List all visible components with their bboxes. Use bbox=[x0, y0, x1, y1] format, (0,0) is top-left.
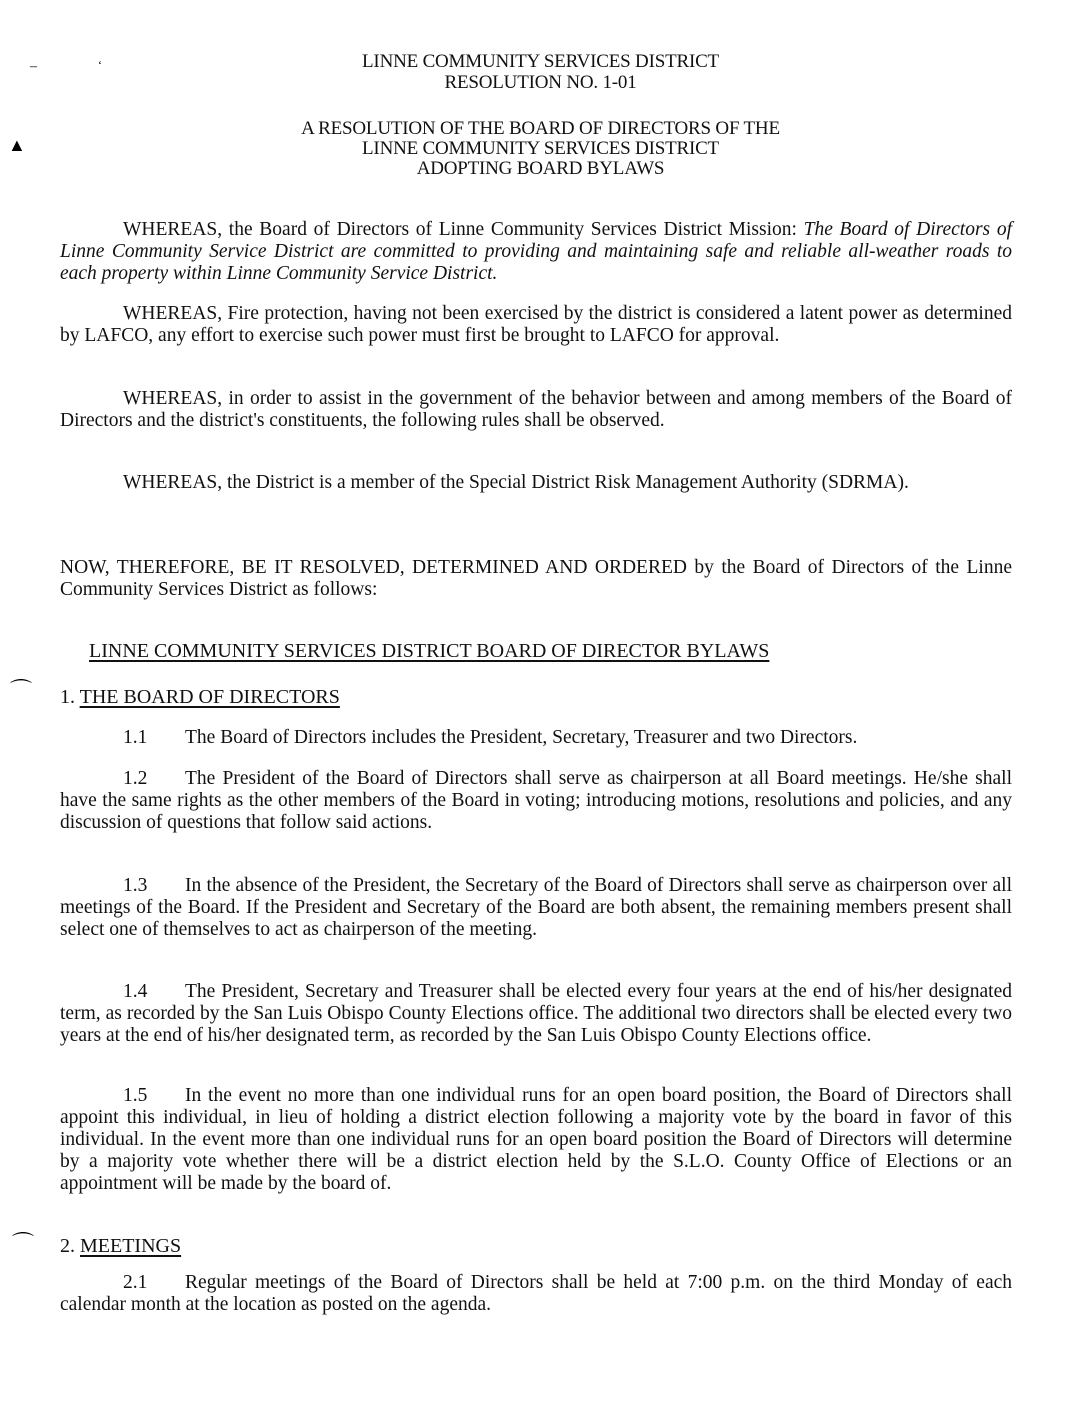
clause-text: The Board of Directors includes the President, Secretary, Treasurer and two Directors. bbox=[185, 727, 858, 748]
whereas-text: WHEREAS, Fire protection, having not been exercised by the district is considered a latent power as determined by LAFCO, any effort to exercise such power must first be brought to LAFCO for approval. bbox=[60, 303, 1012, 346]
clause-1-5 bbox=[60, 1085, 1012, 1195]
clause-text: Regular meetings of the Board of Directors shall be held at 7:00 p.m. on the third Monday of each calendar month at the location as posted on the agenda. bbox=[60, 1272, 1012, 1315]
whereas-paragraph-rules bbox=[60, 388, 1012, 432]
whereas-paragraph-sdrma bbox=[60, 472, 1012, 494]
whereas-paragraph-fire-protection bbox=[60, 303, 1012, 347]
scan-artifact-mark: ‘ bbox=[98, 58, 102, 72]
hole-punch-mark: ⌒ bbox=[12, 1231, 35, 1256]
whereas-paragraph-mission bbox=[60, 219, 1012, 285]
clause-number: 2.1 bbox=[123, 1272, 148, 1293]
whereas-text: WHEREAS, the Board of Directors of Linne Community Services District Mission: bbox=[123, 219, 804, 240]
resolution-title-line-1: A RESOLUTION OF THE BOARD OF DIRECTORS OF THE bbox=[301, 118, 780, 139]
clause-number: 1.1 bbox=[123, 727, 148, 748]
clause-1-3 bbox=[60, 875, 1012, 941]
district-name: LINNE COMMUNITY SERVICES DISTRICT bbox=[362, 51, 719, 72]
scan-artifact-mark: – bbox=[30, 59, 37, 74]
clause-1-4 bbox=[60, 981, 1012, 1047]
clause-1-2 bbox=[60, 768, 1012, 834]
section-heading-board-of-directors bbox=[60, 686, 340, 708]
section-title: MEETINGS bbox=[80, 1235, 182, 1257]
clause-text: In the absence of the President, the Secretary of the Board of Directors shall serve as chairperson over all meetings of the Board. If the President and Secretary of the Board are both absent, the remaining members present shall select one of themselves to act as chairperson of the meeting. bbox=[60, 875, 1012, 940]
clause-2-1 bbox=[60, 1272, 1012, 1316]
resolution-title-line-3: ADOPTING BOARD BYLAWS bbox=[416, 158, 665, 179]
clause-text: The President of the Board of Directors shall serve as chairperson at all Board meetings. He/she shall have the same rights as the other members of the Board in voting; introducing motions, resolutions and policies, and any discussion of questions that follow said actions. bbox=[60, 768, 1012, 833]
clause-number: 1.2 bbox=[123, 768, 148, 789]
resolved-paragraph: NOW, THEREFORE, BE IT RESOLVED, DETERMINED AND ORDERED by the Board of Directors of the Linne Community Services District as follows: bbox=[60, 557, 1012, 600]
whereas-text: WHEREAS, in order to assist in the government of the behavior between and among members of the Board of Directors and the district's constituents, the following rules shall be observed. bbox=[60, 388, 1012, 431]
resolution-number: RESOLUTION NO. 1-01 bbox=[444, 72, 637, 93]
hole-punch-mark: ⌒ bbox=[10, 678, 33, 703]
bylaws-title-text: LINNE COMMUNITY SERVICES DISTRICT BOARD OF DIRECTOR BYLAWS bbox=[89, 640, 770, 662]
clause-number: 1.4 bbox=[123, 981, 148, 1002]
clause-number: 1.3 bbox=[123, 875, 148, 896]
clause-text: In the event no more than one individual runs for an open board position, the Board of Directors shall appoint this individual, in lieu of holding a district election following a majority vote by the board in favor of this individual. In the event more than one individual runs for an open board position the Board of Directors will determine by a majority vote whether there will be a district election held by the S.L.O. County Office of Elections or an appointment will be made by the board of. bbox=[60, 1085, 1012, 1194]
section-number: 2. bbox=[60, 1235, 75, 1257]
hole-punch-mark: ▲ bbox=[8, 135, 26, 155]
bylaws-title bbox=[89, 640, 769, 662]
mission-statement: The Board of Directors of Linne Community Service District are committed to providing and maintaining safe and reliable all-weather roads to each property within Linne Community Service District. bbox=[60, 219, 1012, 284]
section-number: 1. bbox=[60, 686, 75, 708]
section-heading-meetings bbox=[60, 1235, 181, 1257]
clause-1-1 bbox=[60, 727, 1012, 749]
clause-number: 1.5 bbox=[123, 1085, 148, 1106]
whereas-text: WHEREAS, the District is a member of the Special District Risk Management Authority (SDRMA). bbox=[123, 472, 909, 493]
clause-text: The President, Secretary and Treasurer shall be elected every four years at the end of his/her designated term, as recorded by the San Luis Obispo County Elections office. The additional two directors shall be elected every two years at the end of his/her designated term, as recorded by the San Luis Obispo County Elections office. bbox=[60, 981, 1012, 1046]
section-title: THE BOARD OF DIRECTORS bbox=[79, 686, 340, 708]
resolution-title-line-2: LINNE COMMUNITY SERVICES DISTRICT bbox=[362, 138, 719, 159]
